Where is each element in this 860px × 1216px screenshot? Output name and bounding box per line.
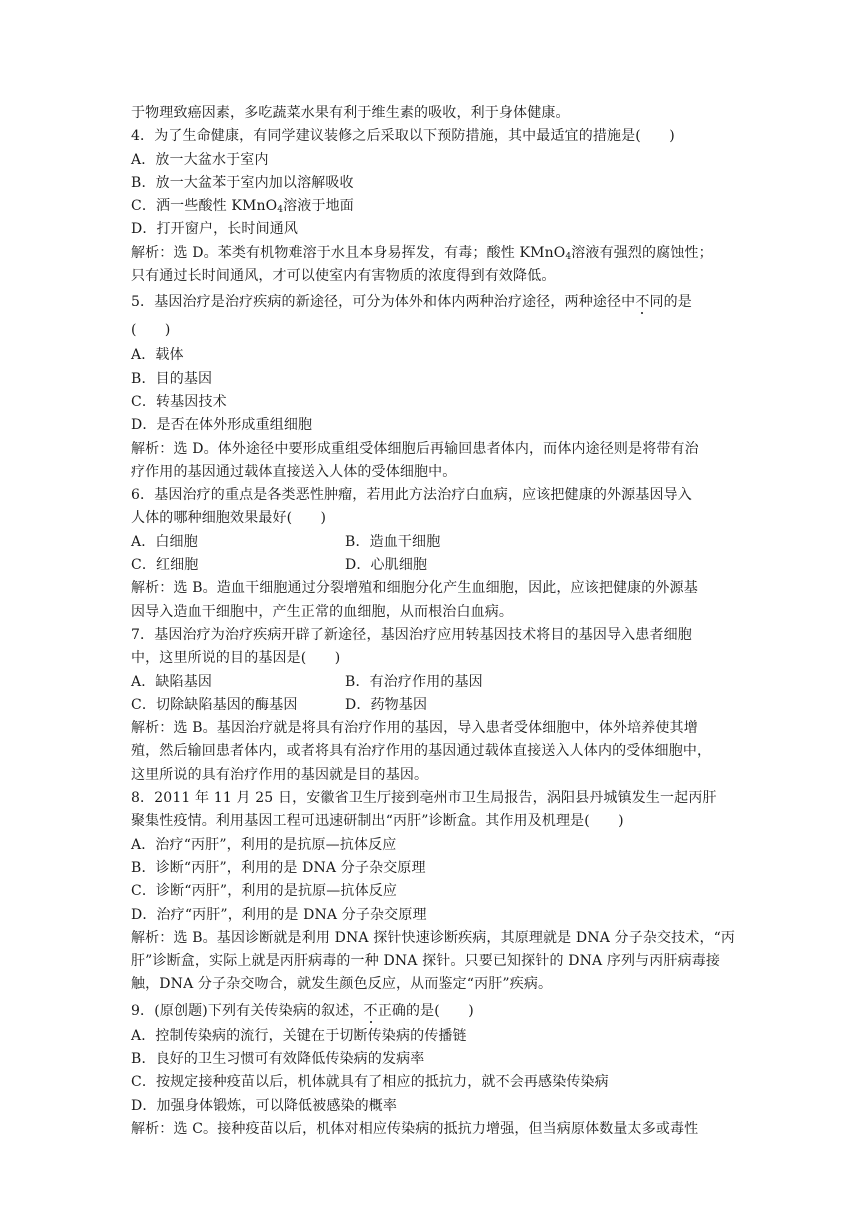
question-5-option-b: B．目的基因 [131, 370, 213, 387]
question-6-options-row-1 [131, 531, 731, 554]
question-8-option-b: B．诊断“丙肝”，利用的是 DNA 分子杂交原理 [131, 859, 426, 876]
question-6-options-row-2 [131, 554, 731, 577]
text: 解析：选 D。苯类有机物难溶于水且本身易挥发，有毒；酸性 KMnO [131, 244, 566, 261]
question-6-option-d: D．心肌细胞 [345, 557, 428, 574]
question-7-option-b: B．有治疗作用的基因 [345, 673, 483, 690]
subscript: 4 [277, 205, 284, 216]
emphasis-dot-char: 不 [635, 294, 650, 311]
question-9-option-a: A．控制传染病的流行，关键在于切断传染病的传播链 [131, 1027, 467, 1044]
question-6-option-b: B．造血干细胞 [345, 533, 441, 550]
question-8-option-d: D．治疗“丙肝”，利用的是 DNA 分子杂交原理 [131, 906, 427, 923]
question-7-option-a: A．缺陷基因 [131, 673, 213, 690]
question-5-option-d: D．是否在体外形成重组细胞 [131, 417, 313, 434]
question-4-answer [131, 242, 731, 265]
question-6-answer-cont: 因导入造血干细胞中，产生正常的血细胞，从而根治白血病。 [131, 603, 514, 620]
subscript: 4 [565, 251, 572, 262]
question-8-option-c: C．诊断“丙肝”，利用的是抗原—抗体反应 [131, 883, 398, 900]
emphasis-dot-char: 不 [363, 1002, 378, 1019]
text-line: 于物理致癌因素，多吃蔬菜水果有利于维生素的吸收，利于身体健康。 [131, 105, 570, 121]
question-6-option-c: C．红细胞 [131, 557, 199, 574]
question-6-answer: 解析：选 B。造血干细胞通过分裂增殖和细胞分化产生血细胞，因此，应该把健康的外源基 [131, 580, 698, 597]
question-9-option-b: B．良好的卫生习惯可有效降低传染病的发病率 [131, 1050, 425, 1067]
question-4-option-b: B．放一大盆苯于室内加以溶解吸收 [131, 174, 354, 191]
question-4-stem: 4．为了生命健康，有同学建议装修之后采取以下预防措施，其中最适宜的措施是( ) [131, 128, 675, 145]
question-5-answer: 解析：选 D。体外途径中要形成重组受体细胞后再输回患者体内，而体内途径则是将带有治 [131, 440, 699, 457]
question-7-option-c: C．切除缺陷基因的酶基因 [131, 696, 298, 713]
question-7-answer: 解析：选 B。基因治疗就是将具有治疗作用的基因，导入患者受体细胞中，体外培养使其增 [131, 720, 698, 737]
question-7-stem-cont: 中，这里所说的目的基因是( ) [131, 650, 341, 667]
question-7-answer-cont: 殖，然后输回患者体内，或者将具有治疗作用的基因通过载体直接送入人体内的受体细胞中， [131, 743, 712, 760]
text: 9．(原创题)下列有关传染病的叙述， [131, 1002, 364, 1019]
text: 溶液于地面 [283, 198, 354, 215]
text: 溶液有强烈的腐蚀性； [571, 244, 713, 261]
text: 正确的是( ) [377, 1002, 474, 1019]
question-5-answer-cont: 疗作用的基因通过载体直接送入人体的受体细胞中。 [131, 463, 457, 480]
question-4-answer-cont: 只有通过长时间通风，才可以使室内有害物质的浓度得到有效降低。 [131, 268, 556, 285]
question-9-answer: 解析：选 C。接种疫苗以后，机体对相应传染病的抵抗力增强，但当病原体数量太多或毒性 [131, 1120, 699, 1137]
question-8-answer-cont: 肝”诊断盒，实际上就是丙肝病毒的一种 DNA 探针。只要已知探针的 DNA 序列与丙肝病毒接 [131, 953, 721, 970]
question-8-answer: 解析：选 B。基因诊断就是利用 DNA 探针快速诊断疾病，其原理就是 DNA 分子杂交技术，“丙 [131, 929, 736, 946]
question-7-options-row-1 [131, 671, 731, 694]
question-6-stem-cont: 人体的哪种细胞效果最好( ) [131, 510, 327, 527]
question-8-answer-cont: 触，DNA 分子杂交吻合，就发生颜色反应，从而鉴定“丙肝”疾病。 [131, 976, 553, 993]
question-7-answer-cont: 这里所说的具有治疗作用的基因就是目的基因。 [131, 766, 429, 783]
question-4-option-a: A．放一大盆水于室内 [131, 151, 269, 168]
question-9-option-c: C．按规定接种疫苗以后，机体就具有了相应的抵抗力，就不会再感染传染病 [131, 1074, 609, 1091]
question-7-stem: 7．基因治疗为治疗疾病开辟了新途径，基因治疗应用转基因技术将目的基因导入患者细胞 [131, 626, 692, 643]
question-8-option-a: A．治疗“丙肝”，利用的是抗原—抗体反应 [131, 836, 397, 853]
text: 5．基因治疗是治疗疾病的新途径，可分为体外和体内两种治疗途径，两种途径中 [131, 294, 636, 311]
text: C．洒一些酸性 KMnO [131, 198, 278, 215]
document-body [131, 102, 736, 1141]
question-5-option-a: A．载体 [131, 347, 184, 364]
question-6-option-a: A．白细胞 [131, 533, 198, 550]
question-7-options-row-2 [131, 694, 731, 717]
question-8-stem: 8．2011 年 11 月 25 日，安徽省卫生厅接到亳州市卫生局报告，涡阳县丹城镇发生一起丙肝 [131, 790, 717, 807]
question-7-option-d: D．药物基因 [345, 696, 428, 713]
question-4-option-c [131, 195, 731, 218]
question-9-stem [131, 997, 731, 1025]
text: 同的是 [649, 294, 692, 311]
question-5-stem-cont: ( ) [131, 322, 171, 339]
question-4-option-d: D．打开窗户，长时间通风 [131, 221, 299, 238]
question-5-stem [131, 288, 731, 316]
question-8-stem-cont: 聚集性疫情。利用基因工程可迅速研制出“丙肝”诊断盒。其作用及机理是( ) [131, 813, 624, 830]
question-9-option-d: D．加强身体锻炼，可以降低被感染的概率 [131, 1097, 398, 1114]
question-5-option-c: C．转基因技术 [131, 393, 227, 410]
question-6-stem: 6．基因治疗的重点是各类恶性肿瘤，若用此方法治疗白血病，应该把健康的外源基因导入 [131, 487, 692, 504]
